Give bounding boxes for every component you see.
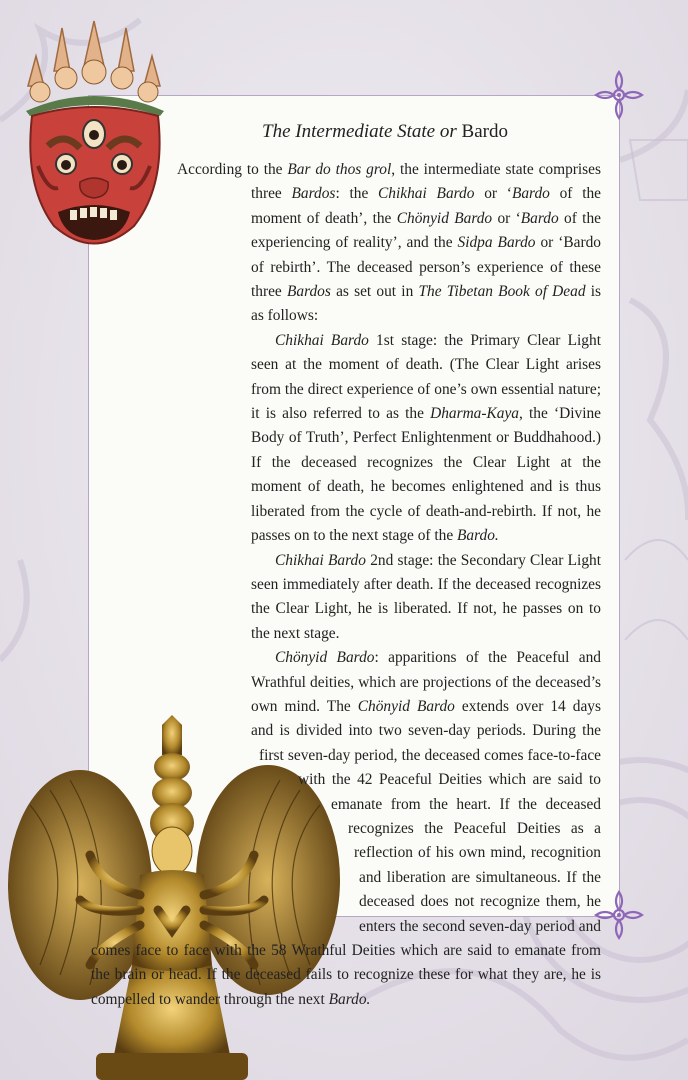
paragraph-chikhai-stage-1 (91, 329, 601, 549)
text-run: of the experiencing of reality’, and the (251, 209, 601, 252)
italic-run: Dharma-Kaya (430, 405, 519, 423)
text-run: as set out in (330, 283, 419, 301)
text-run: 2nd stage: the Secondary Clear Light seen immediately after death. If the deceased recognizes the Clear Light, he is liberated. If not, he passes on to the next stage. (251, 551, 601, 642)
italic-run: Bardo. (457, 527, 499, 545)
italic-run: Bardos (291, 185, 336, 203)
italic-run: Chikhai Bardo (275, 331, 369, 349)
text-run: , the ‘Divine Body of Truth’, Perfect Enlightenment or Buddhahood.) If the deceased recognizes the Clear Light at the moment of death, he becomes enlightened and is thus liberated from the cycle of death-and-rebirth. If not, he passes on to the next stage of the (251, 405, 602, 545)
italic-run: Chönyid Bardo (275, 649, 375, 667)
italic-run: Bardo (511, 185, 550, 203)
italic-run: Bardo. (328, 990, 371, 1008)
italic-run: Bar do thos grol (287, 161, 392, 178)
text-run: , the intermediate state comprises three (251, 161, 601, 203)
text-run: or ‘ (474, 185, 512, 203)
italic-run: The Tibetan Book of Dead (418, 283, 586, 301)
italic-run: Chönyid Bardo (357, 697, 455, 715)
paragraph-chikhai-stage-2 (91, 549, 601, 647)
text-run: : apparitions of the Peaceful and Wrathful deities, which are projections of the deceased’s own mind. The (251, 649, 601, 715)
text-run: extends over 14 days and is divided into two seven-day periods. During the first seven-day period, the deceased comes face-to-face with the 42 Peaceful Deities which are said to emanate from the heart. If the deceased recognizes the Peaceful Deities as a reflection of his own mind, recognition and liberation are simultaneous. If the deceased does not recognize them, he enters the second seven-day period and comes face to face with the 58 Wrathful Deities which are said to emanate from the brain or head. If the deceased fails to recognize these for what they are, he is compelled to wander through the next (91, 697, 601, 1008)
vajra-ornament-top-icon (593, 69, 645, 121)
text-run: of the moment of death’, the (251, 185, 601, 227)
page-title (170, 120, 600, 144)
italic-run: Bardo (520, 209, 559, 227)
italic-run: Chikhai Bardo (378, 185, 475, 203)
text-run: : the (335, 185, 379, 203)
italic-run: Bardos (286, 283, 331, 301)
italic-run: Chönyid Bardo (396, 209, 493, 227)
text-run: 1st stage: the Primary Clear Light seen at the moment of death. (The Clear Light arises from the direct experience of one’s own essential nature; it is also referred to as the (251, 331, 601, 423)
italic-run: Chikhai Bardo (275, 551, 366, 569)
title-roman: Bardo (461, 121, 508, 142)
text-run: According to the (177, 161, 288, 178)
paragraph-intro (91, 158, 601, 329)
article-body (91, 158, 601, 1012)
text-run: or ‘Bardo of rebirth’. The deceased person’s experience of these three (251, 234, 601, 301)
title-italic: The Intermediate State or (262, 121, 457, 142)
italic-run: Sidpa Bardo (457, 234, 536, 252)
text-run: or ‘ (492, 209, 521, 227)
text-run: is as follows: (251, 283, 601, 325)
